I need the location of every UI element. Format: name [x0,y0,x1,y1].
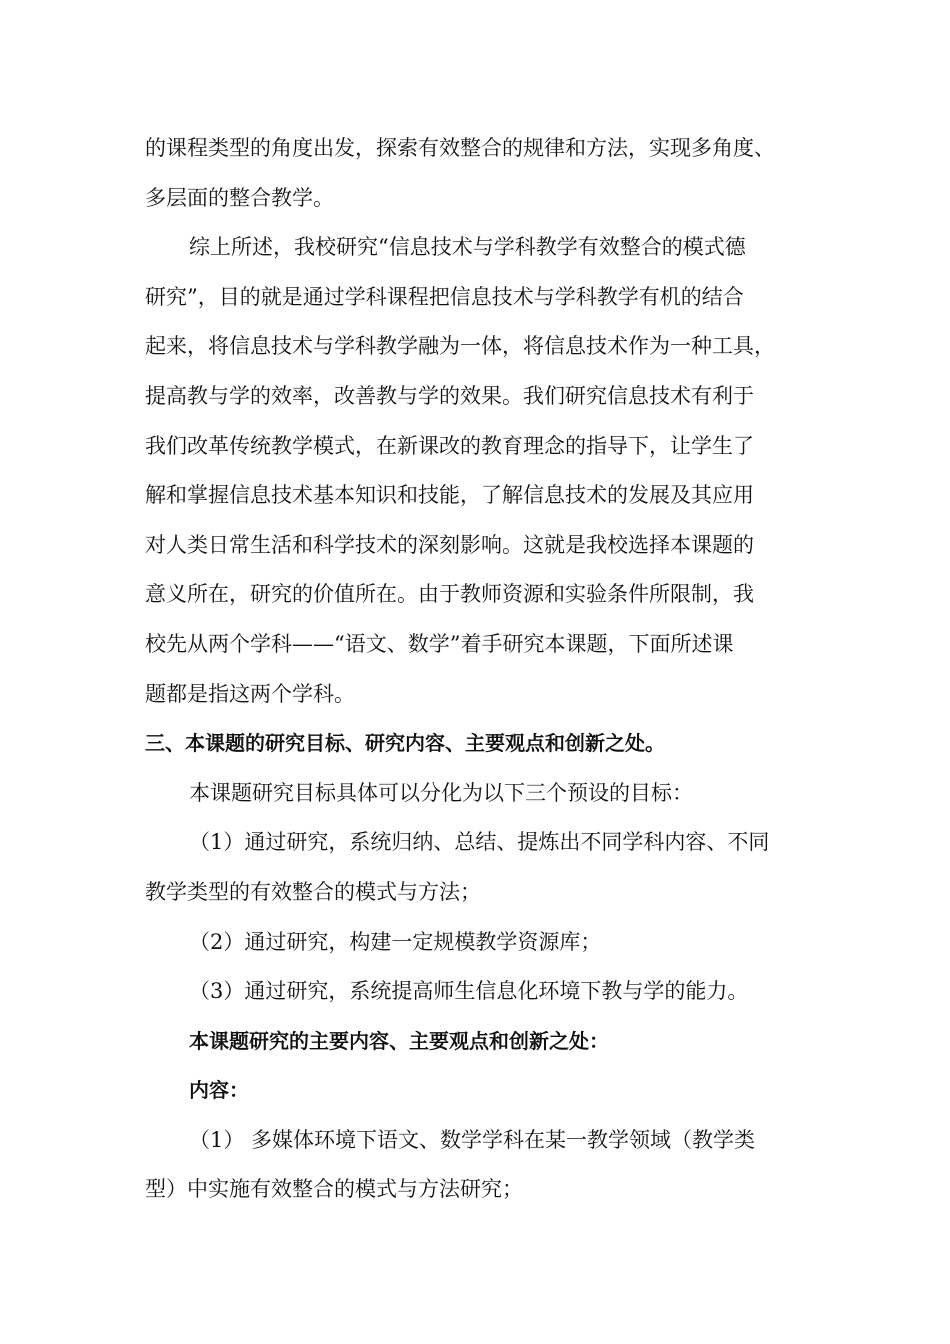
subsection-label: 内容： [189,1078,249,1103]
list-item: （1） 多媒体环境下语文、数学学科在某一教学领域（教学类 [189,1127,756,1152]
list-item-continuation: 型）中实施有效整合的模式与方法研究； [145,1177,523,1202]
paragraph-line: 提高教与学的效率，改善教与学的效果。我们研究信息技术有利于 [145,383,754,408]
list-item: （3）通过研究，系统提高师生信息化环境下教与学的能力。 [189,979,749,1004]
paragraph-line: 意义所在，研究的价值所在。由于教师资源和实验条件所限制，我 [145,582,754,607]
paragraph-line: 研究”，目的就是通过学科课程把信息技术与学科教学有机的结合 [145,284,744,309]
list-item: （2）通过研究，构建一定规模教学资源库； [189,929,602,954]
paragraph-line: 综上所述，我校研究“信息技术与学科教学有效整合的模式德 [189,235,746,260]
paragraph-line: 我们改革传统教学模式，在新课改的教育理念的指导下，让学生了 [145,433,754,458]
paragraph-line: 起来，将信息技术与学科教学融为一体，将信息技术作为一种工具， [145,334,775,359]
paragraph-line: 多层面的整合教学。 [145,185,334,210]
subsection-heading: 本课题研究的主要内容、主要观点和创新之处： [189,1028,609,1053]
paragraph-line: 对人类日常生活和科学技术的深刻影响。这就是我校选择本课题的 [145,532,754,557]
paragraph-line: 题都是指这两个学科。 [145,681,355,706]
paragraph-line: 解和掌握信息技术基本知识和技能，了解信息技术的发展及其应用 [145,483,754,508]
document-body [145,124,810,1215]
list-item: （1）通过研究，系统归纳、总结、提炼出不同学科内容、不同 [189,830,770,855]
list-item-continuation: 教学类型的有效整合的模式与方法； [145,879,481,904]
paragraph-line: 本课题研究目标具体可以分化为以下三个预设的目标： [189,780,693,805]
paragraph-line: 校先从两个学科——“语文、数学”着手研究本课题，下面所述课 [145,631,734,656]
section-heading: 三、本课题的研究目标、研究内容、主要观点和创新之处。 [145,731,665,756]
paragraph-line: 的课程类型的角度出发，探索有效整合的规律和方法，实现多角度、 [145,136,775,160]
